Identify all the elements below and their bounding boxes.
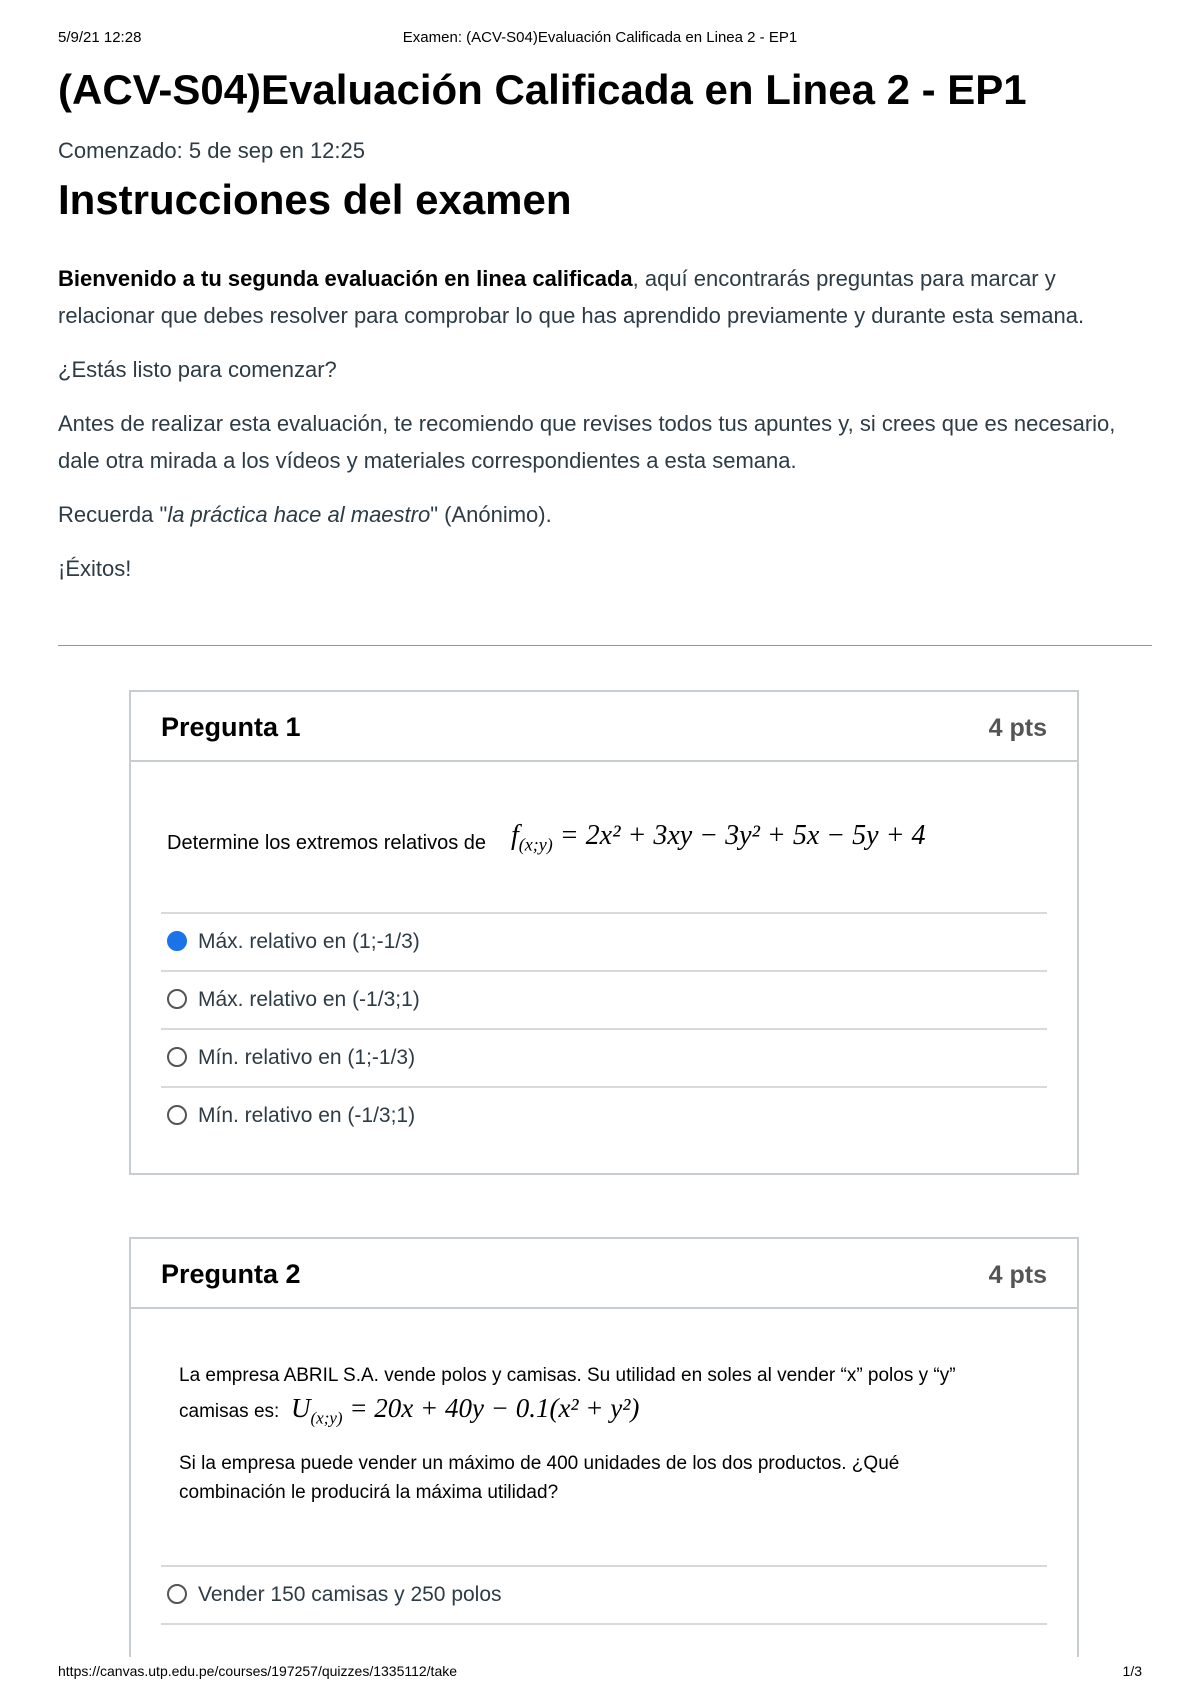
question-header — [131, 1239, 1077, 1309]
formula-sub: (x;y) — [518, 834, 553, 855]
formula-lhs: f — [511, 820, 519, 851]
formula-rhs: = 2x² + 3xy − 3y² + 5x − 5y + 4 — [559, 820, 926, 851]
radio-icon[interactable] — [167, 989, 187, 1009]
radio-icon[interactable] — [167, 1584, 187, 1604]
print-title: Examen: (ACV-S04)Evaluación Calificada en Linea 2 - EP1 — [402, 29, 798, 46]
formula — [291, 1393, 640, 1428]
question-stem — [179, 1365, 1039, 1511]
radio-icon[interactable] — [167, 1105, 187, 1125]
answer-option[interactable] — [161, 1565, 1047, 1625]
print-date: 5/9/21 12:28 — [58, 29, 142, 46]
stem-line-2-text: camisas es: — [179, 1401, 280, 1422]
question-stem — [167, 820, 1047, 860]
stem-line-1: La empresa ABRIL S.A. vende polos y camisas. Su utilidad en soles al vender “x” polos y “y” — [179, 1365, 956, 1386]
intro-rest: , aquí encontrarás preguntas para marcar y relacionar que debes resolver para comprobar lo que has aprendido previamente y durante esta semana. — [58, 266, 1085, 328]
formula — [511, 820, 926, 855]
answer-label: Mín. relativo en (1;-1/3) — [198, 1046, 416, 1069]
answer-label: Máx. relativo en (1;-1/3) — [198, 930, 420, 953]
answer-option[interactable] — [161, 912, 1047, 970]
success-paragraph: ¡Éxitos! — [58, 556, 132, 581]
intro-paragraph — [58, 260, 1148, 334]
remember-paragraph — [58, 496, 1148, 533]
radio-icon[interactable] — [167, 1047, 187, 1067]
stem-line-2 — [179, 1395, 1039, 1435]
answer-list — [161, 1565, 1047, 1625]
question-title: Pregunta 1 — [161, 712, 301, 742]
quiz-title: (ACV-S04)Evaluación Calificada en Linea 2 - EP1 — [58, 66, 1027, 113]
divider — [58, 645, 1152, 646]
print-header — [58, 29, 1142, 47]
remember-suffix: " (Anónimo). — [430, 502, 552, 527]
instructions-body — [58, 260, 1148, 604]
answer-list — [161, 912, 1047, 1144]
question-header — [131, 692, 1077, 762]
answer-label: Máx. relativo en (-1/3;1) — [198, 988, 420, 1011]
formula-rhs: = 20x + 40y − 0.1(x² + y²) — [349, 1393, 640, 1423]
instructions-heading: Instrucciones del examen — [58, 176, 572, 223]
stem-text: Determine los extremos relativos de — [167, 832, 487, 854]
answer-label: Mín. relativo en (-1/3;1) — [198, 1104, 416, 1127]
print-footer — [58, 1663, 1142, 1681]
question-title: Pregunta 2 — [161, 1259, 301, 1289]
answer-option[interactable] — [161, 1086, 1047, 1144]
answer-option[interactable] — [161, 970, 1047, 1028]
formula-sub: (x;y) — [310, 1408, 343, 1428]
question-points: 4 pts — [988, 714, 1047, 742]
print-page-number: 1/3 — [1122, 1663, 1142, 1679]
print-url: https://canvas.utp.edu.pe/courses/197257/quizzes/1335112/take — [58, 1663, 458, 1679]
remember-prefix: Recuerda " — [58, 502, 168, 527]
question-body — [131, 762, 1077, 1173]
question-1 — [129, 690, 1079, 1175]
radio-selected-icon[interactable] — [167, 931, 187, 951]
question-line-2: combinación le producirá la máxima utilidad? — [179, 1482, 559, 1503]
question-2 — [129, 1237, 1079, 1657]
question-points: 4 pts — [988, 1261, 1047, 1289]
intro-bold: Bienvenido a tu segunda evaluación en linea calificada — [58, 266, 633, 291]
answer-option[interactable] — [161, 1028, 1047, 1086]
advice-paragraph: Antes de realizar esta evaluación, te recomiendo que revises todos tus apuntes y, si crees que es necesario, dale otra mirada a los vídeos y materiales correspondientes a esta semana. — [58, 411, 1116, 473]
remember-quote: la práctica hace al maestro — [167, 502, 431, 527]
answer-label: Vender 150 camisas y 250 polos — [198, 1583, 502, 1606]
formula-lhs: U — [291, 1393, 311, 1423]
started-time: Comenzado: 5 de sep en 12:25 — [58, 138, 366, 163]
question-line-1: Si la empresa puede vender un máximo de 400 unidades de los dos productos. ¿Qué — [179, 1453, 900, 1474]
ready-paragraph: ¿Estás listo para comenzar? — [58, 357, 337, 382]
question-body — [131, 1309, 1077, 1661]
